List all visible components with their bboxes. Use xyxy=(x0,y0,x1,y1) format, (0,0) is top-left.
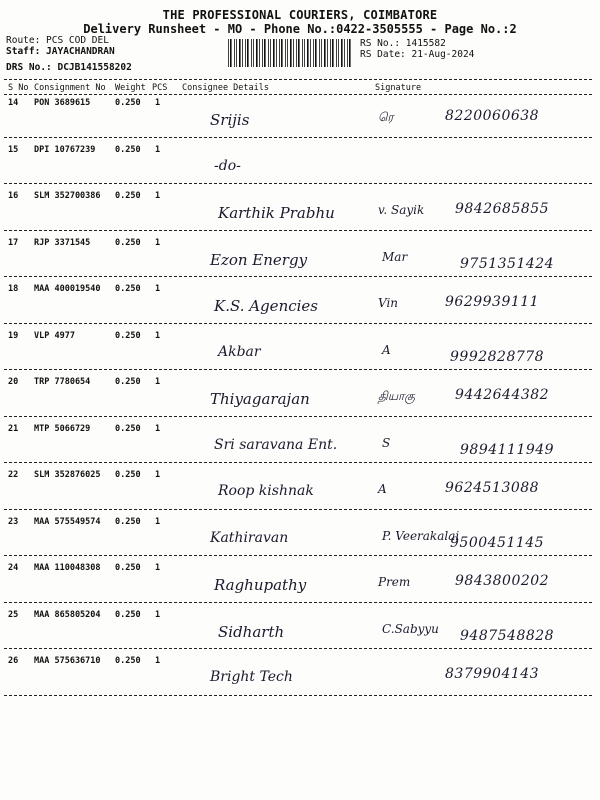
row-consignment: RJP 3371545 xyxy=(34,237,91,248)
row-weight: 0.250 xyxy=(115,144,141,155)
signature-phone: 9624513088 xyxy=(445,480,540,496)
col-sno: S No xyxy=(8,83,29,93)
signature-phone: 9842685855 xyxy=(455,201,550,217)
signature-mark: A xyxy=(382,342,391,357)
signature-mark: Vin xyxy=(378,296,399,310)
row-sno: 22 xyxy=(8,470,19,480)
signature-mark: C.Sabyyu xyxy=(382,621,439,636)
row-divider xyxy=(4,648,592,649)
row-consignment: MAA 575636710 xyxy=(34,656,101,666)
row-divider xyxy=(4,416,592,417)
row-weight: 0.250 xyxy=(115,656,141,666)
row-weight: 0.250 xyxy=(115,377,141,387)
row-sno: 20 xyxy=(8,377,19,387)
signature-phone: 9500451145 xyxy=(450,534,545,551)
consignee-name: K.S. Agencies xyxy=(214,297,318,315)
col-consignee: Consignee Details xyxy=(182,83,269,93)
consignee-name: -do- xyxy=(214,157,241,174)
consignee-name: Akbar xyxy=(218,343,261,360)
consignee-name: Srijis xyxy=(210,111,250,129)
row-pcs: 1 xyxy=(155,377,161,387)
signature-mark: Prem xyxy=(378,575,411,589)
row-divider xyxy=(4,323,592,324)
row-pcs: 1 xyxy=(155,144,161,155)
row-consignment: DPI 10767239 xyxy=(34,144,96,155)
header-subtitle: Delivery Runsheet - MO - Phone No.:0422-3505555 - Page No.:2 xyxy=(83,22,517,36)
col-consignment: Consignment No xyxy=(34,83,106,93)
row-pcs: 1 xyxy=(155,191,161,201)
row-divider xyxy=(4,602,592,603)
row-consignment: VLP 4977 xyxy=(34,330,75,341)
signature-phone: 8379904143 xyxy=(445,666,540,682)
signature-mark: ரெ xyxy=(378,110,394,124)
row-consignment: MAA 865805204 xyxy=(34,609,101,620)
row-pcs: 1 xyxy=(155,423,161,434)
signature-phone: 9442644382 xyxy=(455,387,550,403)
signature-phone: 9843800202 xyxy=(455,573,550,589)
row-divider xyxy=(4,230,592,231)
signature-phone: 9992828778 xyxy=(450,348,545,365)
row-weight: 0.250 xyxy=(115,330,141,341)
row-sno: 23 xyxy=(8,516,19,527)
row-weight: 0.250 xyxy=(115,98,141,108)
row-pcs: 1 xyxy=(155,656,161,666)
row-divider xyxy=(4,183,592,184)
row-consignment: MAA 400019540 xyxy=(34,284,101,294)
row-consignment: SLM 352700386 xyxy=(34,191,101,201)
row-weight: 0.250 xyxy=(115,284,141,294)
row-weight: 0.250 xyxy=(115,191,141,201)
row-divider xyxy=(4,555,592,556)
row-weight: 0.250 xyxy=(115,609,141,620)
signature-phone: 8220060638 xyxy=(445,108,540,124)
row-consignment: MAA 110048308 xyxy=(34,563,101,573)
col-weight: Weight xyxy=(115,83,146,93)
row-pcs: 1 xyxy=(155,470,161,480)
consignee-name: Thiyagarajan xyxy=(210,390,310,408)
row-pcs: 1 xyxy=(155,330,161,341)
signature-phone: 9487548828 xyxy=(460,627,555,644)
row-sno: 19 xyxy=(8,330,19,341)
row-divider xyxy=(4,462,592,463)
staff-label: Staff: JAYACHANDRAN xyxy=(6,46,115,57)
header-title: THE PROFESSIONAL COURIERS, COIMBATORE xyxy=(162,8,438,22)
row-sno: 16 xyxy=(8,191,19,201)
row-sno: 21 xyxy=(8,423,19,434)
signature-mark: P. Veerakalai xyxy=(382,528,460,543)
row-sno: 26 xyxy=(8,656,19,666)
row-pcs: 1 xyxy=(155,516,161,527)
row-consignment: SLM 352876025 xyxy=(34,470,101,480)
row-sno: 18 xyxy=(8,284,19,294)
consignee-name: Karthik Prabhu xyxy=(218,204,335,222)
consignee-name: Bright Tech xyxy=(210,669,293,685)
row-sno: 25 xyxy=(8,609,19,620)
row-divider xyxy=(4,137,592,138)
row-pcs: 1 xyxy=(155,98,161,108)
row-consignment: TRP 7780654 xyxy=(34,377,91,387)
rs-date: RS Date: 21-Aug-2024 xyxy=(360,49,475,60)
signature-mark: v. Sayik xyxy=(378,203,425,217)
row-pcs: 1 xyxy=(155,609,161,620)
drs-label: DRS No.: DCJB141558202 xyxy=(6,62,132,73)
row-pcs: 1 xyxy=(155,237,161,248)
barcode xyxy=(228,39,353,67)
consignee-name: Raghupathy xyxy=(214,576,307,594)
row-divider xyxy=(4,509,592,510)
row-weight: 0.250 xyxy=(115,237,141,248)
consignee-name: Sidharth xyxy=(218,622,285,641)
row-divider xyxy=(4,276,592,277)
consignee-name: Ezon Energy xyxy=(210,250,308,269)
row-pcs: 1 xyxy=(155,284,161,294)
row-weight: 0.250 xyxy=(115,423,141,434)
signature-mark: A xyxy=(378,482,387,496)
header-divider-top xyxy=(4,79,592,80)
row-weight: 0.250 xyxy=(115,470,141,480)
row-weight: 0.250 xyxy=(115,563,141,573)
row-divider xyxy=(4,369,592,370)
row-consignment: PON 3689615 xyxy=(34,98,91,108)
col-signature: Signature xyxy=(375,83,422,93)
col-pcs: PCS xyxy=(152,83,168,93)
row-sno: 14 xyxy=(8,98,19,108)
row-consignment: MTP 5066729 xyxy=(34,423,91,434)
header-divider-bottom xyxy=(4,94,592,95)
signature-mark: Mar xyxy=(382,249,408,264)
signature-phone: 9629939111 xyxy=(445,294,540,310)
row-sno: 15 xyxy=(8,144,19,155)
row-weight: 0.250 xyxy=(115,516,141,527)
signature-mark: S xyxy=(382,435,391,450)
row-pcs: 1 xyxy=(155,563,161,573)
row-consignment: MAA 575549574 xyxy=(34,516,101,527)
consignee-name: Sri saravana Ent. xyxy=(214,436,338,453)
rs-number: RS No.: 1415582 xyxy=(360,38,446,49)
signature-mark: தியாகு xyxy=(378,389,415,403)
signature-phone: 9894111949 xyxy=(460,441,555,458)
row-sno: 24 xyxy=(8,563,19,573)
signature-phone: 9751351424 xyxy=(460,255,555,272)
consignee-name: Kathiravan xyxy=(210,529,289,546)
consignee-name: Roop kishnak xyxy=(218,483,314,499)
row-sno: 17 xyxy=(8,237,19,248)
route-label: Route: PCS COD DEL xyxy=(6,35,109,46)
row-divider xyxy=(4,695,592,696)
